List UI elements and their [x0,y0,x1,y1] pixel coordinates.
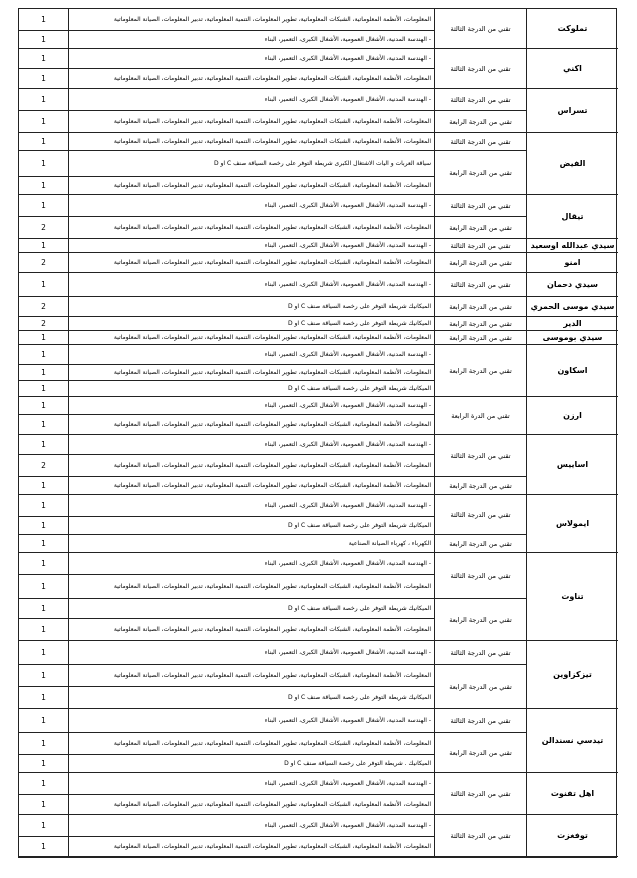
positions-count: 1 [19,435,68,455]
positions-count: 1 [19,177,68,195]
positions-count: 1 [19,687,68,709]
positions-count: 1 [19,9,68,31]
specialty-cell: الميكانيك شريطة التوفر على رخصة السياقة صنف C او D [68,517,434,535]
specialty-cell: - الهندسة المدنية، الأشغال العمومية، الأشغال الكبرى، التعمير، البناء [68,815,434,837]
grade-cell: تقني من الدرجة الثالثة [434,89,526,111]
grade-cell: تقني من الدرجة الرابعة [434,217,526,239]
municipality-name: تملوكت [526,9,618,49]
municipality-name: تيزكزاوين [526,641,618,709]
positions-count: 1 [19,365,68,381]
positions-count: 2 [19,317,68,331]
specialty-cell: المعلومات، الأنظمة المعلوماتية، الشبكات المعلوماتية، تطوير المعلومات، التنمية المعلوماتية، تدبير المعلومات، الصيانة المعلوماتية [68,365,434,381]
specialty-cell: المعلومات، الأنظمة المعلوماتية، الشبكات المعلوماتية، تطوير المعلومات، التنمية المعلوماتية، تدبير المعلومات، الصيانة المعلوماتية [68,111,434,133]
positions-count: 1 [19,151,68,177]
municipality-name: سيدي عبدالله اوسعيد [526,239,618,253]
grade-cell: تقني من الدرجة الثالثة [434,773,526,815]
municipality-name: اكني [526,49,618,89]
municipality-name: سيدي دحمان [526,273,618,297]
specialty-cell: المعلومات، الأنظمة المعلوماتية، الشبكات المعلوماتية، تطوير المعلومات، التنمية المعلوماتية، تدبير المعلومات، الصيانة المعلوماتية [68,455,434,477]
municipality-name: اهل تفنوت [526,773,618,815]
specialty-cell: الميكانيك شريطة التوفر على رخصة السياقة صنف C او D [68,317,434,331]
positions-count: 1 [19,815,68,837]
grade-cell: تقني من الدرجة الثالثة [434,641,526,665]
specialty-cell: - الهندسة المدنية، الأشغال العمومية، الأشغال الكبرى، التعمير، البناء [68,709,434,733]
specialty-cell: المعلومات، الأنظمة المعلوماتية، الشبكات المعلوماتية، تطوير المعلومات، التنمية المعلوماتية، تدبير المعلومات، الصيانة المعلوماتية [68,331,434,345]
grade-cell: تقني من الدرجة الرابعة [434,151,526,195]
specialty-cell: - الهندسة المدنية، الأشغال العمومية، الأشغال الكبرى، التعمير، البناء [68,495,434,517]
grade-cell: تقني من الدرجة الثالثة [434,273,526,297]
specialty-cell: - الهندسة المدنية، الأشغال العمومية، الأشغال الكبرى، التعمير، البناء [68,89,434,111]
grade-cell: تقني من الدرجة الرابعة [434,477,526,495]
positions-count: 1 [19,709,68,733]
specialty-cell: المعلومات، الأنظمة المعلوماتية، الشبكات المعلوماتية، تطوير المعلومات، التنمية المعلوماتية، تدبير المعلومات، الصيانة المعلوماتية [68,575,434,599]
specialty-cell: المعلومات، الأنظمة المعلوماتية، الشبكات المعلوماتية، تطوير المعلومات، التنمية المعلوماتية، تدبير المعلومات، الصيانة المعلوماتية [68,9,434,31]
specialty-cell: الميكانيك . شريطة التوفر على رخصة السياقة صنف C او D [68,755,434,773]
positions-count: 1 [19,553,68,575]
grade-cell: تقني من الدرجة الثالثة [434,49,526,89]
grade-cell: تقني من الدرة الرابعة [434,397,526,435]
specialty-cell: الميكانيك شريطة التوفر على رخصة السياقة صنف C او D [68,297,434,317]
positions-count: 1 [19,641,68,665]
positions-count: 1 [19,195,68,217]
grade-cell: تقني من الدرجة الثالثة [434,9,526,49]
grade-cell: تقني من الدرجة الرابعة [434,317,526,331]
positions-count: 1 [19,31,68,49]
grade-cell: تقني من الدرجة الثالثة [434,195,526,217]
municipality-name: سيدي موسى الحمري [526,297,618,317]
grade-cell: تقني من الدرجة الرابعة [434,665,526,709]
specialty-cell: المعلومات، الأنظمة المعلوماتية، الشبكات المعلوماتية، تطوير المعلومات، التنمية المعلوماتية، تدبير المعلومات، الصيانة المعلوماتية [68,253,434,273]
positions-count: 1 [19,111,68,133]
specialty-cell: - الهندسة المدنية، الأشغال العمومية، الأشغال الكبرى، التعمير، البناء [68,195,434,217]
grade-cell: تقني من الدرجة الرابعة [434,297,526,317]
specialty-cell: المعلومات، الأنظمة المعلوماتية، الشبكات المعلوماتية، تطوير المعلومات، التنمية المعلوماتية، تدبير المعلومات، الصيانة المعلوماتية [68,477,434,495]
specialty-cell: الميكانيك شريطة التوفر على رخصة السياقة صنف C او D [68,599,434,619]
specialty-cell: المعلومات، الأنظمة المعلوماتية، الشبكات المعلوماتية، تطوير المعلومات، التنمية المعلوماتية، تدبير المعلومات، الصيانة المعلوماتية [68,665,434,687]
grade-cell: تقني من الدرجة الثالثة [434,553,526,599]
positions-count: 1 [19,575,68,599]
positions-count: 1 [19,331,68,345]
positions-count: 1 [19,477,68,495]
grade-cell: تقني من الدرجة الرابعة [434,535,526,553]
specialty-cell: - الهندسة المدنية، الأشغال العمومية، الأشغال الكبرى، التعمير، البناء [68,773,434,795]
specialty-cell: الكهرباء ، كهرباء الصيانة الصناعية [68,535,434,553]
positions-count: 1 [19,397,68,415]
grade-cell: تقني من الدرجة الثالثة [434,239,526,253]
specialty-cell: المعلومات، الأنظمة المعلوماتية، الشبكات المعلوماتية، تطوير المعلومات، التنمية المعلوماتية، تدبير المعلومات، الصيانة المعلوماتية [68,415,434,435]
positions-count: 1 [19,345,68,365]
grade-cell: تقني من الدرجة الرابعة [434,111,526,133]
grade-cell: تقني من الدرجة الثالثة [434,435,526,477]
specialty-cell: - الهندسة المدنية، الأشغال العمومية، الأشغال الكبرى، التعمير، البناء [68,397,434,415]
grade-cell: تقني من الدرجة الثالثة [434,815,526,857]
specialty-cell: - الهندسة المدنية، الأشغال العمومية، الأشغال الكبرى، التعمير، البناء [68,553,434,575]
specialty-cell: - الهندسة المدنية، الأشغال العمومية، الأشغال الكبرى، التعمير، البناء [68,435,434,455]
specialty-cell: الميكانيك شريطة التوفر على رخصة السياقة صنف C او D [68,381,434,397]
grade-cell: تقني من الدرجة الثالثة [434,709,526,733]
specialty-cell: - الهندسة المدنية، الأشغال العمومية، الأشغال الكبرى، التعمير، البناء [68,273,434,297]
positions-count: 1 [19,773,68,795]
specialty-cell: المعلومات، الأنظمة المعلوماتية، الشبكات المعلوماتية، تطوير المعلومات، التنمية المعلوماتية، تدبير المعلومات، الصيانة المعلوماتية [68,217,434,239]
grade-cell: تقني من الدرجة الرابعة [434,345,526,397]
positions-count: 1 [19,495,68,517]
specialty-cell: المعلومات، الأنظمة المعلوماتية، الشبكات المعلوماتية، تطوير المعلومات، التنمية المعلوماتية، تدبير المعلومات، الصيانة المعلوماتية [68,133,434,151]
positions-count: 1 [19,733,68,755]
specialty-cell: المعلومات، الأنظمة المعلوماتية، الشبكات المعلوماتية، تطوير المعلومات، التنمية المعلوماتية، تدبير المعلومات، الصيانة المعلوماتية [68,177,434,195]
positions-count: 1 [19,239,68,253]
positions-count: 1 [19,89,68,111]
specialty-cell: الميكانيك شريطة التوفر على رخصة السياقة صنف C او D [68,687,434,709]
specialty-cell: - الهندسة المدنية، الأشغال العمومية، الأشغال الكبرى، التعمير، البناء [68,641,434,665]
positions-count: 1 [19,133,68,151]
municipality-name: تيدسي نسندالن [526,709,618,773]
municipality-name: الدير [526,317,618,331]
municipality-name: الفيض [526,133,618,195]
specialty-cell: - الهندسة المدنية، الأشغال العمومية، الأشغال الكبرى، التعمير، البناء [68,31,434,49]
positions-count: 2 [19,217,68,239]
specialty-cell: سياقة العربات و اليات الاشتغال الكبرى شريطة التوفر على رخصة السياقة صنف C او D [68,151,434,177]
positions-table [18,8,617,858]
positions-count: 1 [19,619,68,641]
specialty-cell: - الهندسة المدنية، الأشغال العمومية، الأشغال الكبرى، التعمير، البناء [68,49,434,69]
positions-count: 1 [19,837,68,857]
municipality-name: تيقال [526,195,618,239]
positions-count: 1 [19,273,68,297]
municipality-name: امنو [526,253,618,273]
municipality-name: ارزن [526,397,618,435]
municipality-name: سيدي بوموسى [526,331,618,345]
specialty-cell: - الهندسة المدنية، الأشغال العمومية، الأشغال الكبرى، التعمير، البناء [68,345,434,365]
municipality-name: ايمولاس [526,495,618,553]
specialty-cell: - الهندسة المدنية، الأشغال العمومية، الأشغال الكبرى، التعمير، البناء [68,239,434,253]
grade-cell: تقني من الدرجة الرابعة [434,331,526,345]
municipality-name: توفغزت [526,815,618,857]
specialty-cell: المعلومات، الأنظمة المعلوماتية، الشبكات المعلوماتية، تطوير المعلومات، التنمية المعلوماتية، تدبير المعلومات، الصيانة المعلوماتية [68,619,434,641]
positions-count: 1 [19,517,68,535]
grade-cell: تقني من الدرجة الرابعة [434,733,526,773]
positions-count: 1 [19,415,68,435]
specialty-cell: المعلومات، الأنظمة المعلوماتية، الشبكات المعلوماتية، تطوير المعلومات، التنمية المعلوماتية، تدبير المعلومات، الصيانة المعلوماتية [68,795,434,815]
grade-cell: تقني من الدرجة الثالثة [434,133,526,151]
municipality-name: اسكاون [526,345,618,397]
specialty-cell: المعلومات، الأنظمة المعلوماتية، الشبكات المعلوماتية، تطوير المعلومات، التنمية المعلوماتية، تدبير المعلومات، الصيانة المعلوماتية [68,69,434,89]
specialty-cell: المعلومات، الأنظمة المعلوماتية، الشبكات المعلوماتية، تطوير المعلومات، التنمية المعلوماتية، تدبير المعلومات، الصيانة المعلوماتية [68,837,434,857]
positions-count: 1 [19,755,68,773]
positions-count: 1 [19,795,68,815]
positions-count: 1 [19,665,68,687]
positions-count: 1 [19,599,68,619]
specialty-cell: المعلومات، الأنظمة المعلوماتية، الشبكات المعلوماتية، تطوير المعلومات، التنمية المعلوماتية، تدبير المعلومات، الصيانة المعلوماتية [68,733,434,755]
positions-count: 1 [19,381,68,397]
municipality-name: تناوت [526,553,618,641]
positions-count: 2 [19,297,68,317]
grade-cell: تقني من الدرجة الرابعة [434,599,526,641]
positions-count: 1 [19,535,68,553]
positions-count: 1 [19,69,68,89]
municipality-name: تسراس [526,89,618,133]
grade-cell: تقني من الدرجة الرابعة [434,253,526,273]
grade-cell: تقني من الدرجة الثالثة [434,495,526,535]
positions-count: 2 [19,455,68,477]
positions-count: 2 [19,253,68,273]
positions-count: 1 [19,49,68,69]
municipality-name: اساييس [526,435,618,495]
